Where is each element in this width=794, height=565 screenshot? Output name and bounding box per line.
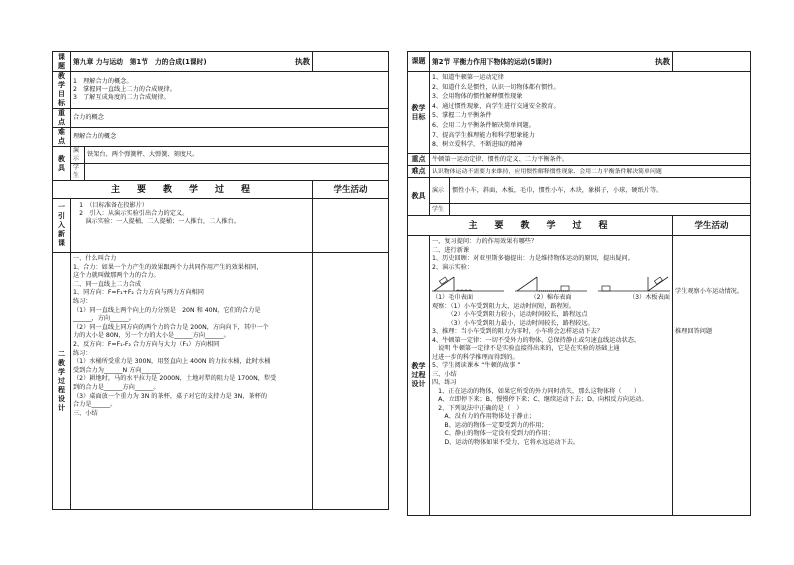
left-sec2-activity [313, 253, 389, 510]
right-teach-label: 执教 [655, 56, 670, 66]
activity-reason: 推理回答问题 [675, 328, 713, 335]
activity-observe: 学生观察小车运动情况。 [675, 288, 744, 295]
left-diff-label: 难点 [53, 128, 71, 147]
left-demo-tools: 铁架台、两个弹簧秤、大弹簧、刻度尺。 [85, 147, 389, 164]
right-sec-content: 一、复习提问：力的作用效果有哪些？ 二、进行新课 1、历史回顾：对亚里斯多德提出：力是维持物体运动的原因，提出疑问。 2、演示实验： （1）毛巾表面 （2）棉布表面 （3）木板表面 观察：（1）小车受到阻力大，运动时间短，路程短。 （2）小车受到阻力较小，运动时间较长，路程远点 （3）小车受到阻力最小，运动时间较长，路程较远。 3、推理：当小车受到的阻力为零时，小车将会怎样运动下去？ 4、牛顿第一定律：一切不受外力的物体，总保持静止或匀速直线运动状态。 说明 牛顿第一定律不是实验直接得出来的，它是在实验的基础上通 过进一步的科学推理而得到的。 5、学生阅读课本 “牛顿的故事 ” 三、小结 四、练习 1、正在运动的物体，如果它所受的外力同时消失，那么这物体将（ ） A、立即停下来；B、慢慢停下来；C、继续运动下去；D、向相反方向运动。 2、下列说法中正确的是（ ） A、没有力的作用物体处于静止； B、运动的物体一定要受到力的作用； C、静止的物体一定没有受到力的作用； D、运动的物体如果不受力，它将永远运动下去。 [430, 236, 673, 516]
right-key-label: 重点 [408, 154, 430, 166]
left-goals-label: 教学目标 [53, 72, 71, 109]
left-student-tools [85, 164, 389, 181]
incline-board-diagram [598, 273, 670, 293]
incline-experiment-diagram [432, 273, 670, 293]
right-sec-label: 教学过程设计 [408, 236, 430, 516]
right-demo-label: 演示 [430, 178, 450, 204]
left-plan-table [52, 51, 389, 510]
right-plan-table [407, 51, 751, 516]
left-activity-header: 学生活动 [313, 181, 389, 199]
right-difficulty: 认识物体运动不需要力来维持，应用惯性解释惯性现象、会用二力平衡条件解决简单问题 [430, 166, 751, 178]
right-goals-label: 教学目标 [408, 72, 430, 154]
right-student-tools [450, 204, 751, 216]
caption-cotton: （2）棉布表面 [530, 294, 572, 301]
left-sec1-content: 1 （目标准备在投影片） 2 引入：从演示实验引出合力的定义。 演示实验：一人提桶，二人提桶；一人推台，二人推台。 [71, 199, 313, 253]
right-activity-header: 学生活动 [673, 216, 751, 236]
caption-towel: （1）毛巾表面 [432, 294, 474, 301]
left-teacher-cell [313, 52, 389, 72]
left-key-label: 重点 [53, 109, 71, 128]
right-sec-activity [673, 236, 751, 516]
left-student-label: 学生 [71, 164, 85, 181]
left-sec1-label: 一引入新课 [53, 199, 71, 253]
left-sec1-activity [313, 199, 389, 253]
right-teacher-cell [673, 52, 751, 72]
left-lesson-title: 第九章 力与运动 第1节 力的合成(1课时) [73, 57, 207, 66]
right-goals: 1、知道牛顿第一运动定律 2、知道什么是惯性，认识一切物体都有惯性。 3、会用物体的惯性解释惯性现象 4、通过惯性现象，向学生进行交通安全教育。 5、掌握二力平衡条件 6、会用二力平衡条件解决简单问题。 7、提高学生推理能力和科学想象能力 8、树立爱科学，不断进取的精神 [430, 72, 751, 154]
left-key-point: 合力的概念 [71, 109, 389, 128]
caption-board: （3）木板表面 [628, 294, 670, 301]
right-lesson-title: 第2节 平衡力作用下物体的运动(5课时) [432, 57, 552, 66]
left-process-header: 主 要 教 学 过 程 [53, 181, 313, 199]
left-tools-label: 教具 [53, 147, 71, 181]
diagram-captions [432, 294, 670, 303]
right-demo-tools: 惯性小车，斜面，木板，毛巾，惯性小车，木块，象棋子，小球，硬纸片等。 [450, 178, 751, 204]
left-difficulty: 理解合力的概念 [71, 128, 389, 147]
incline-towel-diagram [432, 273, 504, 293]
left-sec2-label: 二教学过程设计 [53, 253, 71, 510]
left-goals: 1 理解合力的概念。 2 掌握同一直线上二力的合成规律。 3 了解互成角度的二力合成规律。 [71, 72, 389, 109]
right-lesson-plan [397, 0, 794, 565]
right-tools-label: 教具 [408, 178, 430, 216]
right-process-header: 主 要 教 学 过 程 [408, 216, 673, 236]
right-key-point: 牛顿第一运动定律、惯性的定义、二力平衡条件。 [430, 154, 751, 166]
left-sec2-content: 一、什么叫合力 1、合力：如果一个力产生的效果跟两个力共同作用产生的效果相同， 这个力就叫做那两个力的合力。 二、同一直线上二力合成 1、同方向：F=F₁+F₂ 合力方向与两力方向相同 练习： （1）同一直线上两个向上的力分别是 20N 和 40N，它们的合力是 ______，方向______。 （2）同一直线上同方向的两个力的合力是 200N，方向向下，其中一个 力的大小是 80N，另一个力的大小是______方向______。 2、反方向：F=F₁-F₂ 合力方向与大力（F₁）方向相同 练习： （1）水桶所受重力是 300N，用竖直向上 400N 的力拉水桶，此时水桶 受到合力为______N 方向______ （2）耕地时，马的水平拉力是 2000N，土地对犁的阻力是 1700N，犁受 到的合力是______方向______。 （3）桌面放一个重力为 3N 的茶杯，桌子对它的支持力是 3N，茶杯的 合力是______。 三、小结 [71, 253, 313, 510]
left-demo-label: 演示 [71, 147, 85, 164]
incline-cotton-diagram [515, 273, 587, 293]
left-teach-label: 执教 [295, 56, 310, 66]
right-title-label: 课题 [408, 52, 430, 72]
left-title-label: 课题 [53, 52, 71, 72]
right-diff-label: 难点 [408, 166, 430, 178]
right-student-label: 学生 [430, 204, 450, 216]
